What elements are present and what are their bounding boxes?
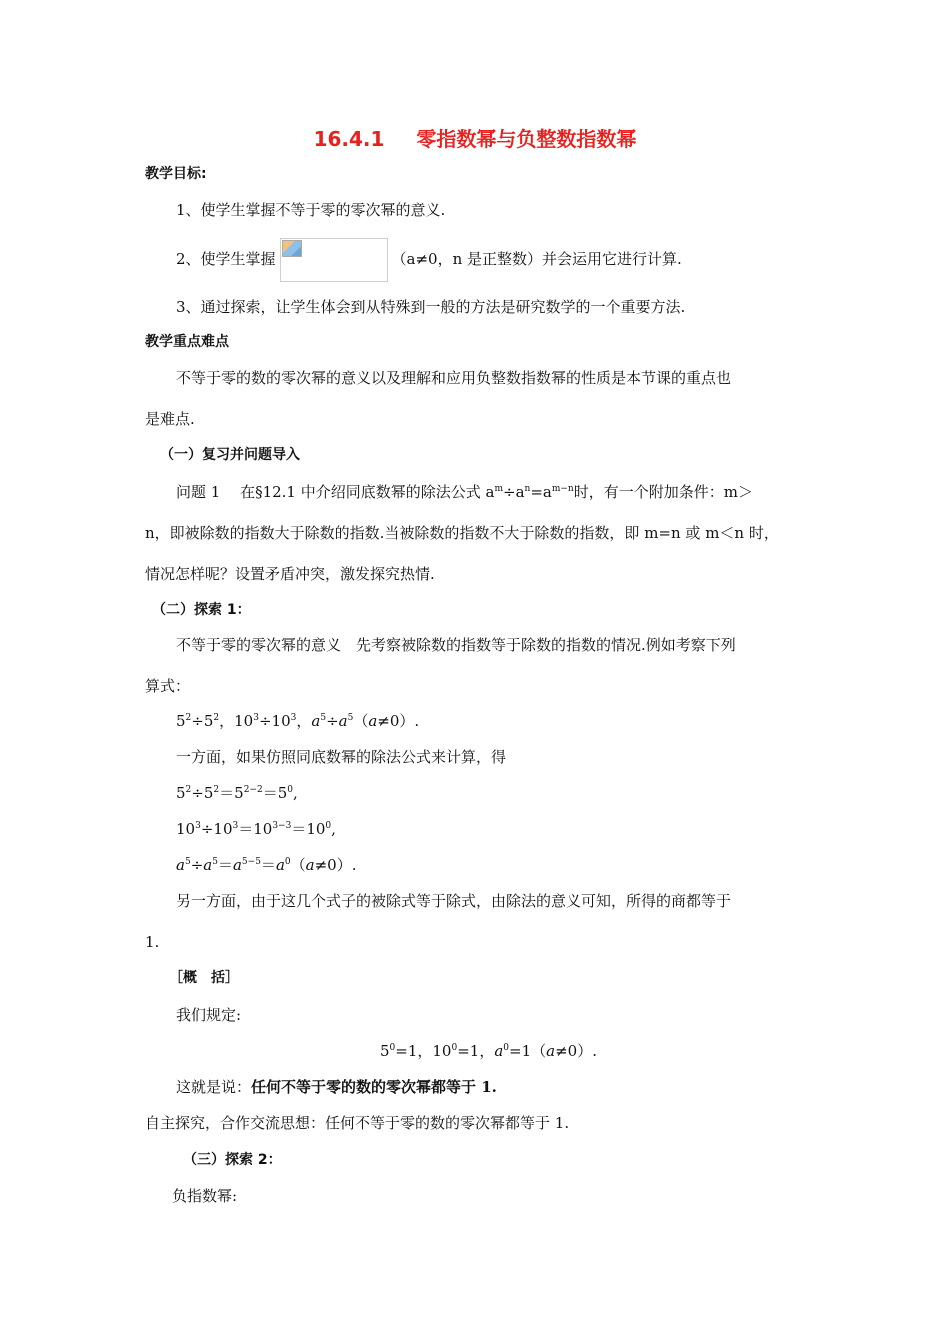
explore1-line-1: 不等于零的零次幂的意义 先考察被除数的指数等于除数的指数的情况.例如考察下列 <box>176 636 736 654</box>
that-is-line: 这就是说：任何不等于零的数的零次幂都等于 1. <box>176 1078 497 1096</box>
explore2-heading: （三）探索 2： <box>183 1152 282 1168</box>
explore1-line-2: 算式： <box>145 677 191 695</box>
page-title: 16.4.1 零指数幂与负整数指数幂 <box>313 127 637 151</box>
review-line-2: n，即被除数的指数大于除数的指数.当被除数的指数不大于除数的指数，即 m=n 或 m＜n 时， <box>145 524 779 542</box>
explore1-heading: （二）探索 1： <box>152 602 251 618</box>
definition-formula: $5^0=1$，$10^0=1$，$a^0=1(a\ne 0)$. <box>380 1042 597 1060</box>
self-explore-line: 自主探究，合作交流思想：任何不等于零的数的零次幂都等于 1. <box>145 1114 570 1132</box>
formula-examples: $5^2\div 5^2$，$10^3\div 10^3$，$a^5\div a^5(a\ne 0)$. <box>176 712 420 730</box>
objectives-heading: 教学目标: <box>145 166 207 182</box>
review-line-1: 问题 1 在§12.1 中介绍同底数幂的除法公式 $a^m\div a^n=a^{m-n}$时，有一个附加条件：m＞ <box>176 483 753 501</box>
objective-2: 2、使学生掌握 （a≠0，n 是正整数）并会运用它进行计算. <box>176 238 682 282</box>
summary-heading: ［概 括］ <box>169 970 239 986</box>
keypoints-heading: 教学重点难点 <box>145 334 229 350</box>
objective-1: 1、使学生掌握不等于零的零次幂的意义. <box>176 201 446 219</box>
keypoints-line-2: 是难点. <box>145 410 195 428</box>
formula-3: $a^5\div a^5=a^{5-5}=a^0(a\ne 0)$. <box>176 856 357 874</box>
one-side-text: 一方面，如果仿照同底数幂的除法公式来计算，得 <box>176 748 507 766</box>
other-side-text: 另一方面，由于这几个式子的被除式等于除式，由除法的意义可知，所得的商都等于 <box>176 892 732 910</box>
broken-image-icon <box>282 240 302 257</box>
keypoints-line-1: 不等于零的数的零次幂的意义以及理解和应用负整数指数幂的性质是本节课的重点也 <box>176 369 732 387</box>
objective-3: 3、通过探索，让学生体会到从特殊到一般的方法是研究数学的一个重要方法. <box>176 298 686 316</box>
formula-1: $5^2\div 5^2=5^{2-2}=5^0$, <box>176 784 298 802</box>
we-define-text: 我们规定: <box>176 1006 242 1024</box>
negative-power-label: 负指数幂: <box>172 1187 238 1205</box>
review-line-3: 情况怎样呢？设置矛盾冲突，激发探究热情. <box>145 565 435 583</box>
review-heading: （一）复习并问题导入 <box>160 447 300 463</box>
other-side-end: 1. <box>145 933 160 951</box>
formula-2: $10^3\div 10^3=10^{3-3}=10^0$, <box>176 820 336 838</box>
formula-image <box>280 238 388 282</box>
